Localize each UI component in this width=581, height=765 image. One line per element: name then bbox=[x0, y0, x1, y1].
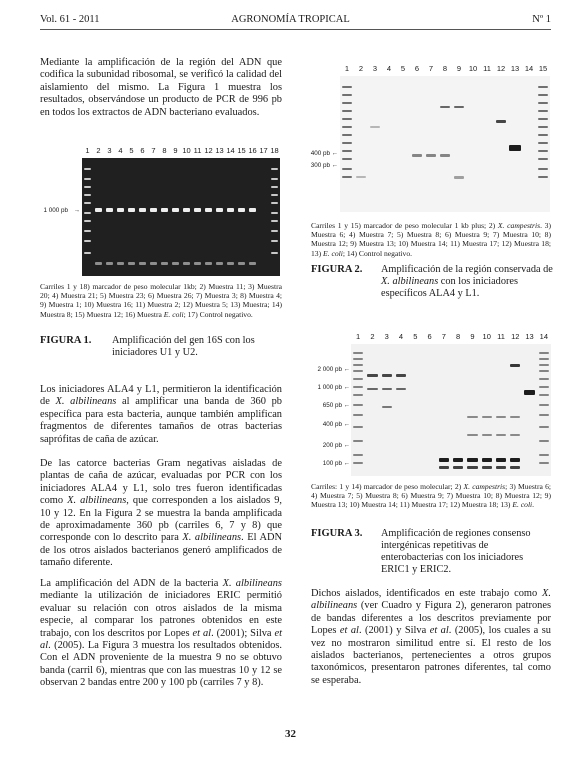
figure-1-marker-arrow: → bbox=[73, 207, 80, 214]
lane-number: 11 bbox=[193, 146, 202, 155]
gel-band bbox=[205, 262, 212, 265]
lane-number: 5 bbox=[129, 146, 134, 155]
gel-band bbox=[353, 370, 363, 372]
gel-band bbox=[271, 220, 278, 222]
gel-band bbox=[539, 378, 549, 380]
gel-band bbox=[510, 458, 520, 462]
gel-band bbox=[106, 262, 113, 265]
gel-band bbox=[238, 208, 245, 212]
gel-band bbox=[496, 120, 506, 123]
lane-number: 12 bbox=[496, 64, 506, 73]
gel-band bbox=[367, 388, 377, 390]
gel-band bbox=[353, 386, 363, 388]
gel-band bbox=[84, 220, 91, 222]
gel-band bbox=[84, 240, 91, 242]
gel-band bbox=[353, 352, 363, 354]
lane-number: 9 bbox=[456, 64, 462, 73]
gel-band bbox=[95, 208, 102, 212]
figure-3-marker-label: 1 000 pb ← bbox=[317, 384, 350, 391]
left-paragraph-3: De las catorce bacterias Gram negativas aisladas de plantas de caña de azúcar, evaluadas por PCR con los iniciadores ALA4 y L1, solo tres fueron identificadas como X. albilineans, que corresponden a los aislados 9, 10 y 12. En la Figura 2 se muestra la banda amplificada de aproximadamente 360 pb (carriles 6, 7 y 8) que corresponde con lo descrito para X. albilineans. El ADN de los otros aislados bacterianos generó amplificados de tamaño diferente. bbox=[40, 458, 282, 569]
gel-band bbox=[539, 462, 549, 464]
lane-number: 13 bbox=[510, 64, 520, 73]
lane-number: 3 bbox=[384, 332, 389, 341]
gel-band bbox=[439, 458, 449, 462]
gel-band bbox=[538, 176, 548, 178]
lane-number: 5 bbox=[400, 64, 406, 73]
gel-band bbox=[183, 262, 190, 265]
figure-3-marker-label: 200 pb ← bbox=[322, 442, 350, 449]
gel-band bbox=[382, 406, 392, 408]
gel-band bbox=[496, 434, 506, 436]
gel-band bbox=[249, 262, 256, 265]
lane-number: 12 bbox=[511, 332, 520, 341]
gel-band bbox=[538, 142, 548, 144]
figure-3-label: FIGURA 3. bbox=[311, 528, 363, 539]
lane-number: 8 bbox=[456, 332, 461, 341]
gel-band bbox=[482, 416, 492, 418]
left-paragraph-2: Los iniciadores ALA4 y L1, permitieron la identificación de X. albilineans al amplificar una banda de 360 pb específica para esta bacteria, aunque también amplifican fragmentos de diferentes tamaños de otras bacterias saprófitas de caña de azúcar. bbox=[40, 384, 282, 445]
gel-band bbox=[539, 370, 549, 372]
gel-band bbox=[139, 262, 146, 265]
right-paragraph-1: Dichos aislados, identificados en este trabajo como X. albilineans (ver Cuadro y Figura 2), generaron patrones de bandas diferentes a los descritos previamente por Lopes et al. (2001) y Silva et al. (2005), los cuales a su vez no mostraron similitud entre sí. El resto de los aislados bacterianos, pertenecientes a otros grupos taxonómicos, presentaron patrones diferentes, tal como se esperaba. bbox=[311, 588, 551, 686]
gel-band bbox=[538, 150, 548, 152]
gel-band bbox=[271, 178, 278, 180]
lane-number: 10 bbox=[482, 332, 491, 341]
figure-3-marker-label: 400 pb ← bbox=[322, 421, 350, 428]
page-number: 32 bbox=[285, 728, 296, 740]
gel-band bbox=[510, 466, 520, 469]
gel-band bbox=[342, 158, 352, 160]
lane-number: 15 bbox=[538, 64, 548, 73]
gel-band bbox=[524, 390, 534, 395]
gel-band bbox=[117, 208, 124, 212]
figure-1-label: FIGURA 1. bbox=[40, 335, 92, 346]
gel-band bbox=[271, 240, 278, 242]
left-paragraph-4: La amplificación del ADN de la bacteria X. albilineans mediante la utilización de iniciadores ERIC permitió evaluar su relación con otros aislados de la misma especie, al comparar los patrones obtenidos en este trabajo, con los descritos por Lopes et al. (2001); Silva et al. (2005). La Figura 3 muestra los resultados obtenidos. Con el ADN proveniente de la muestra 9 no se obtuvo banda (carril 6), mientras que con las muestras 10 y 12 se observan 2 bandas entre 200 y 100 pb (carriles 7 y 8). bbox=[40, 578, 282, 689]
gel-band bbox=[539, 352, 549, 354]
lane-number: 1 bbox=[344, 64, 350, 73]
gel-band bbox=[539, 358, 549, 360]
gel-band bbox=[510, 364, 520, 367]
lane-number: 6 bbox=[414, 64, 420, 73]
gel-band bbox=[342, 94, 352, 96]
gel-band bbox=[271, 252, 278, 254]
figure-2-marker-400: 400 pb ← bbox=[310, 150, 338, 157]
lane-number: 11 bbox=[497, 332, 505, 341]
gel-band bbox=[271, 230, 278, 232]
lane-number: 4 bbox=[118, 146, 123, 155]
lane-number: 6 bbox=[427, 332, 432, 341]
gel-band bbox=[538, 134, 548, 136]
gel-band bbox=[353, 454, 363, 456]
lane-number: 13 bbox=[215, 146, 224, 155]
figure-2-gel-image bbox=[340, 76, 550, 212]
gel-band bbox=[353, 358, 363, 360]
gel-band bbox=[353, 414, 363, 416]
gel-band bbox=[216, 208, 223, 212]
lane-number: 7 bbox=[151, 146, 156, 155]
gel-band bbox=[382, 388, 392, 390]
gel-band bbox=[510, 416, 520, 418]
gel-band bbox=[539, 394, 549, 396]
gel-band bbox=[539, 414, 549, 416]
gel-band bbox=[342, 176, 352, 178]
figure-1-title: Amplificación del gen 16S con los iniciadores U1 y U2. bbox=[112, 335, 255, 358]
lane-number: 6 bbox=[140, 146, 145, 155]
gel-band bbox=[440, 106, 450, 108]
gel-band bbox=[106, 208, 113, 212]
gel-band bbox=[482, 466, 492, 469]
gel-band bbox=[84, 230, 91, 232]
gel-band bbox=[271, 202, 278, 204]
gel-band bbox=[353, 394, 363, 396]
gel-band bbox=[205, 208, 212, 212]
figure-3-title: Amplificación de regiones consenso intergénicas repetitivas de enterobacterias con los iniciadores ERIC1 y ERIC2. bbox=[381, 528, 531, 575]
gel-band bbox=[496, 458, 506, 462]
gel-band bbox=[238, 262, 245, 265]
gel-band bbox=[467, 466, 477, 469]
gel-band bbox=[342, 110, 352, 112]
lane-number: 18 bbox=[270, 146, 279, 155]
gel-band bbox=[538, 126, 548, 128]
gel-band bbox=[439, 466, 449, 469]
gel-band bbox=[342, 102, 352, 104]
gel-band bbox=[353, 440, 363, 442]
figure-3-gel-image bbox=[351, 344, 551, 476]
figure-2-title: Amplificación de la región conservada de X. albilineans con los iniciadores específicos ALA4 y L1. bbox=[381, 264, 553, 299]
lane-number: 5 bbox=[413, 332, 418, 341]
figure-1-marker-label: 1 000 pb bbox=[43, 207, 68, 214]
gel-band bbox=[539, 426, 549, 428]
gel-band bbox=[356, 176, 366, 178]
header-rule bbox=[40, 29, 551, 30]
gel-band bbox=[538, 86, 548, 88]
gel-band bbox=[353, 364, 363, 366]
gel-band bbox=[172, 208, 179, 212]
gel-band bbox=[227, 208, 234, 212]
gel-band bbox=[183, 208, 190, 212]
lane-number: 11 bbox=[483, 64, 491, 73]
lane-number: 10 bbox=[468, 64, 478, 73]
gel-band bbox=[353, 462, 363, 464]
lane-number: 10 bbox=[182, 146, 191, 155]
gel-band bbox=[342, 168, 352, 170]
gel-band bbox=[539, 454, 549, 456]
gel-band bbox=[271, 212, 278, 214]
lane-number: 9 bbox=[173, 146, 178, 155]
gel-band bbox=[538, 110, 548, 112]
lane-number: 15 bbox=[237, 146, 246, 155]
gel-band bbox=[150, 262, 157, 265]
gel-band bbox=[482, 434, 492, 436]
lane-number: 13 bbox=[525, 332, 534, 341]
lane-number: 9 bbox=[470, 332, 475, 341]
gel-band bbox=[538, 102, 548, 104]
gel-band bbox=[370, 126, 380, 128]
gel-band bbox=[440, 154, 450, 157]
gel-band bbox=[194, 208, 201, 212]
gel-band bbox=[271, 168, 278, 170]
lane-number: 14 bbox=[524, 64, 534, 73]
gel-band bbox=[128, 208, 135, 212]
lane-number: 3 bbox=[372, 64, 378, 73]
gel-band bbox=[496, 466, 506, 469]
gel-band bbox=[84, 212, 91, 214]
gel-band bbox=[538, 118, 548, 120]
gel-band bbox=[84, 168, 91, 170]
gel-band bbox=[539, 364, 549, 366]
lane-number: 7 bbox=[428, 64, 434, 73]
figure-1-gel-image bbox=[82, 158, 280, 276]
gel-band bbox=[227, 262, 234, 265]
header-number: Nº 1 bbox=[532, 14, 551, 25]
gel-band bbox=[342, 86, 352, 88]
gel-band bbox=[539, 404, 549, 406]
gel-band bbox=[538, 168, 548, 170]
lane-number: 3 bbox=[107, 146, 112, 155]
figure-3-marker-label: 100 pb ← bbox=[322, 460, 350, 467]
gel-band bbox=[467, 416, 477, 418]
gel-band bbox=[342, 134, 352, 136]
gel-band bbox=[194, 262, 201, 265]
gel-band bbox=[396, 388, 406, 390]
gel-band bbox=[84, 178, 91, 180]
gel-band bbox=[453, 458, 463, 462]
gel-band bbox=[539, 386, 549, 388]
gel-band bbox=[396, 374, 406, 377]
header-journal: AGRONOMÍA TROPICAL bbox=[231, 14, 350, 25]
lane-number: 4 bbox=[386, 64, 392, 73]
gel-band bbox=[496, 416, 506, 418]
lane-number: 14 bbox=[226, 146, 235, 155]
figure-2-marker-300: 300 pb ← bbox=[310, 162, 338, 169]
lane-number: 2 bbox=[358, 64, 364, 73]
figure-1-caption: Carriles 1 y 18) marcador de peso molecular 1kb; 2) Muestra 11; 3) Muestra 20; 4) Muestra 21; 5) Muestra 23; 6) Muestra 26; 7) Muestra 3; 8) Muestra 4; 9) Muestra 1; 10) Muestra 16; 11) Muestra 2; 12) Muestra 5; 13) Muestra; 14) Muestra 8; 15) Muestra 12; 16) Muestra E. coli; 17) Control negativo. bbox=[40, 282, 282, 319]
gel-band bbox=[117, 262, 124, 265]
lane-number: 1 bbox=[85, 146, 90, 155]
lane-number: 2 bbox=[96, 146, 101, 155]
gel-band bbox=[342, 142, 352, 144]
gel-band bbox=[95, 262, 102, 265]
lane-number: 2 bbox=[370, 332, 375, 341]
lane-number: 4 bbox=[398, 332, 404, 341]
gel-band bbox=[84, 202, 91, 204]
gel-band bbox=[510, 434, 520, 436]
gel-band bbox=[539, 440, 549, 442]
gel-band bbox=[467, 458, 477, 462]
figure-2-caption: Carriles 1 y 15) marcador de peso molecular 1 kb plus; 2) X. campestris. 3) Muestra 6; 4) Muestra 7; 5) Muestra 8; 6) Muestra 9; 7) Muestra 10; 8) Muestra 12; 9) Muestra 13; 10) Muestra 14; 11) Muestra 17; 12) Muestra 18; 13) E. coli; 14) Control negativo. bbox=[311, 221, 551, 258]
gel-band bbox=[172, 262, 179, 265]
gel-band bbox=[271, 186, 278, 188]
gel-band bbox=[426, 154, 436, 157]
gel-band bbox=[161, 208, 168, 212]
gel-band bbox=[342, 118, 352, 120]
header-volume: Vol. 61 - 2011 bbox=[40, 14, 100, 25]
gel-band bbox=[538, 158, 548, 160]
gel-band bbox=[453, 466, 463, 469]
gel-band bbox=[538, 94, 548, 96]
figure-3-caption: Carriles: 1 y 14) marcador de peso molecular; 2) X. campestris; 3) Muestra 6; 4) Muestra 7; 5) Muestra 8; 6) Muestra 9; 7) Muestra 10; 8) Muestra 12; 9) Muestra 13; 10) Muestra 14; 11) Muestra 17; 12) Muestra 18; 13) E. coli. bbox=[311, 482, 552, 510]
gel-band bbox=[150, 208, 157, 212]
gel-band bbox=[382, 374, 392, 377]
lane-number: 1 bbox=[356, 332, 361, 341]
gel-band bbox=[342, 150, 352, 152]
lane-number: 16 bbox=[248, 146, 257, 155]
gel-band bbox=[467, 434, 477, 436]
lane-number: 12 bbox=[204, 146, 213, 155]
gel-band bbox=[216, 262, 223, 265]
gel-band bbox=[84, 186, 91, 188]
gel-band bbox=[128, 262, 135, 265]
gel-band bbox=[353, 404, 363, 406]
gel-band bbox=[482, 458, 492, 462]
gel-band bbox=[271, 194, 278, 196]
figure-3-marker-label: 2 000 pb ← bbox=[317, 366, 350, 373]
gel-band bbox=[412, 154, 422, 157]
gel-band bbox=[249, 208, 256, 212]
gel-band bbox=[509, 145, 521, 151]
lane-number: 7 bbox=[441, 332, 446, 341]
gel-band bbox=[161, 262, 168, 265]
lane-number: 8 bbox=[442, 64, 448, 73]
figure-3-marker-label: 650 pb ← bbox=[322, 402, 350, 409]
lane-number: 8 bbox=[162, 146, 167, 155]
left-paragraph-1: Mediante la amplificación de la región del ADN que codifica la subunidad ribosomal, se verificó la calidad del aislamiento del mismo. La Figura 1 muestra los resultados, observándose un producto de PCR de 996 pb en todos los extractos de ADN bacteriano evaluados. bbox=[40, 57, 282, 118]
lane-number: 17 bbox=[259, 146, 268, 155]
lane-number: 14 bbox=[539, 332, 549, 341]
gel-band bbox=[454, 106, 464, 108]
gel-band bbox=[84, 194, 91, 196]
gel-band bbox=[342, 126, 352, 128]
figure-2-label: FIGURA 2. bbox=[311, 264, 363, 275]
gel-band bbox=[84, 252, 91, 254]
gel-band bbox=[353, 426, 363, 428]
gel-band bbox=[454, 176, 464, 179]
gel-band bbox=[139, 208, 146, 212]
gel-band bbox=[367, 374, 377, 377]
gel-band bbox=[353, 378, 363, 380]
